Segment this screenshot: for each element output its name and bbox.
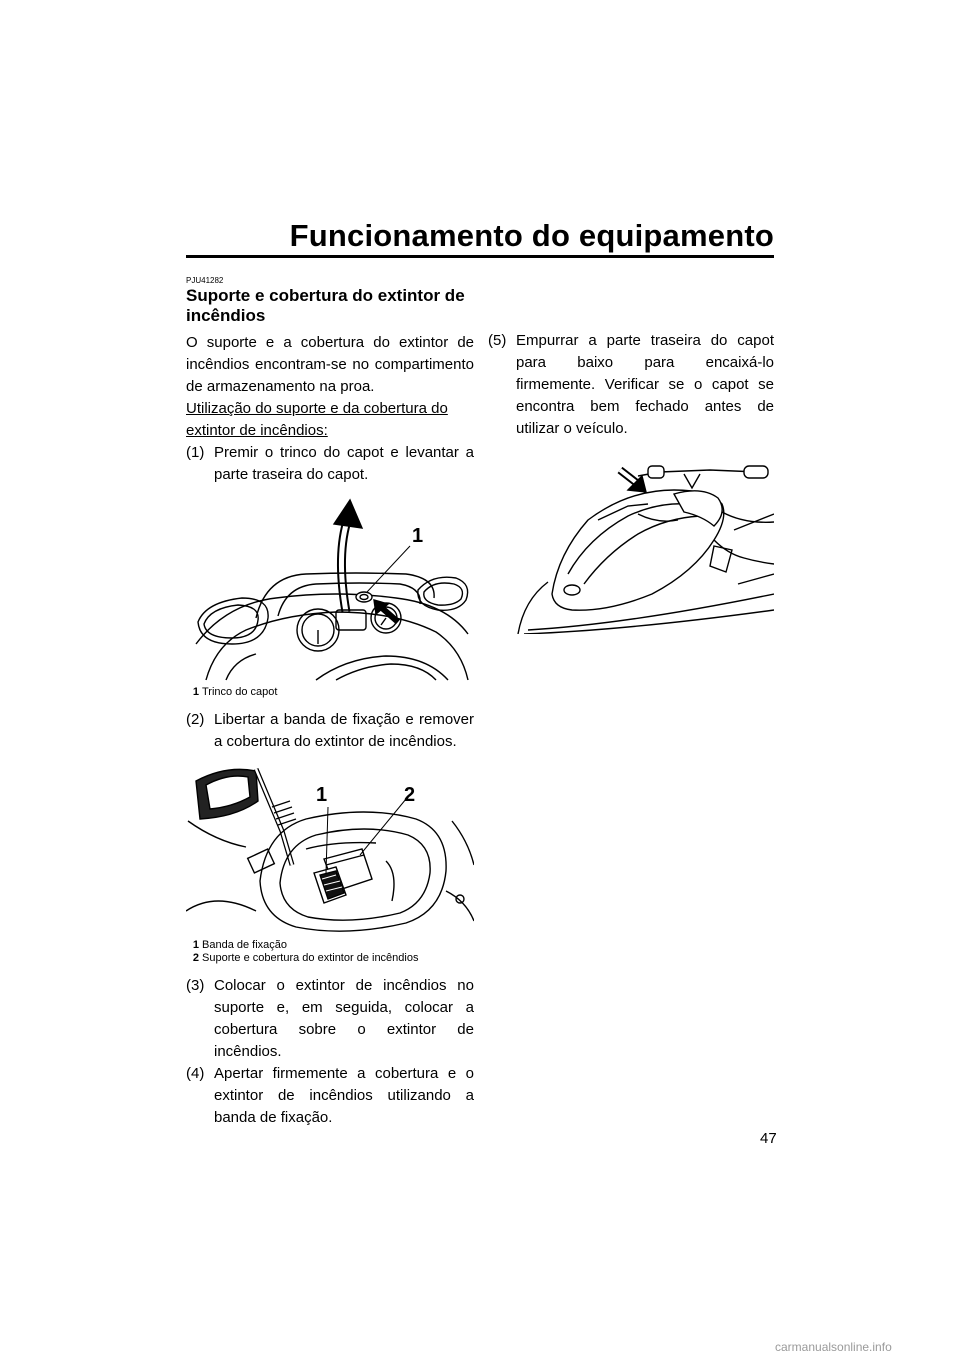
section-code: PJU41282 — [186, 276, 224, 285]
caption-key: 2 — [192, 952, 199, 964]
callout-1: 1 — [412, 525, 424, 547]
step-1 — [186, 442, 474, 486]
figure-hood-latch — [186, 494, 474, 684]
step-number: (5) — [488, 332, 507, 349]
step-number: (1) — [186, 444, 205, 461]
section-heading: Suporte e cobertura do extintor de incêndios — [186, 286, 465, 325]
intro-paragraph: O suporte e a cobertura do extintor de incêndios encontram-se no compartimento de armazenamento na proa. — [186, 334, 474, 395]
step-text: Empurrar a parte traseira do capot para baixo para encaixá-lo firmemente. Verificar se o capot se encontra bem fechado antes de utilizar o veículo. — [516, 332, 774, 437]
dashboard-illustration — [186, 494, 474, 684]
usage-subheading: Utilização do suporte e da cobertura do extintor de incêndios: — [186, 400, 448, 439]
page-number: 47 — [760, 1130, 777, 1147]
caption-text: Trinco do capot — [202, 686, 278, 698]
caption-key: 1 — [192, 686, 199, 698]
step-3 — [186, 975, 474, 1063]
caption-text: Suporte e cobertura do extintor de incêndios — [202, 952, 419, 964]
step-5 — [488, 330, 774, 440]
title-rule — [186, 255, 774, 258]
callout-2: 2 — [404, 784, 416, 806]
caption-row — [186, 686, 474, 699]
step-2 — [186, 709, 474, 753]
step-text: Colocar o extintor de incêndios no suporte e, em seguida, colocar a cobertura sobre o extintor de incêndios. — [214, 977, 474, 1060]
step-text: Premir o trinco do capot e levantar a parte traseira do capot. — [214, 444, 474, 483]
caption-text: Banda de fixação — [202, 939, 288, 951]
storage-compartment-illustration — [186, 761, 474, 937]
figure2-caption — [186, 939, 474, 965]
caption-row — [186, 939, 474, 952]
hood-closed-illustration — [488, 454, 774, 634]
step-number: (2) — [186, 711, 205, 728]
page-title: Funcionamento do equipamento — [289, 218, 774, 253]
step-number: (4) — [186, 1065, 205, 1082]
step-number: (3) — [186, 977, 205, 994]
step-text: Libertar a banda de fixação e remover a cobertura do extintor de incêndios. — [214, 711, 474, 750]
step-text: Apertar firmemente a cobertura e o extintor de incêndios utilizando a banda de fixação. — [214, 1065, 474, 1126]
left-column — [186, 276, 474, 1129]
figure-close-hood — [488, 454, 774, 634]
caption-row — [186, 952, 474, 965]
step-4 — [186, 1063, 474, 1129]
right-column — [488, 330, 774, 634]
watermark: carmanualsonline.info — [775, 1340, 892, 1354]
callout-1: 1 — [316, 784, 328, 806]
caption-key: 1 — [192, 939, 199, 951]
figure1-caption — [186, 686, 474, 699]
figure-extinguisher-holder — [186, 761, 474, 937]
